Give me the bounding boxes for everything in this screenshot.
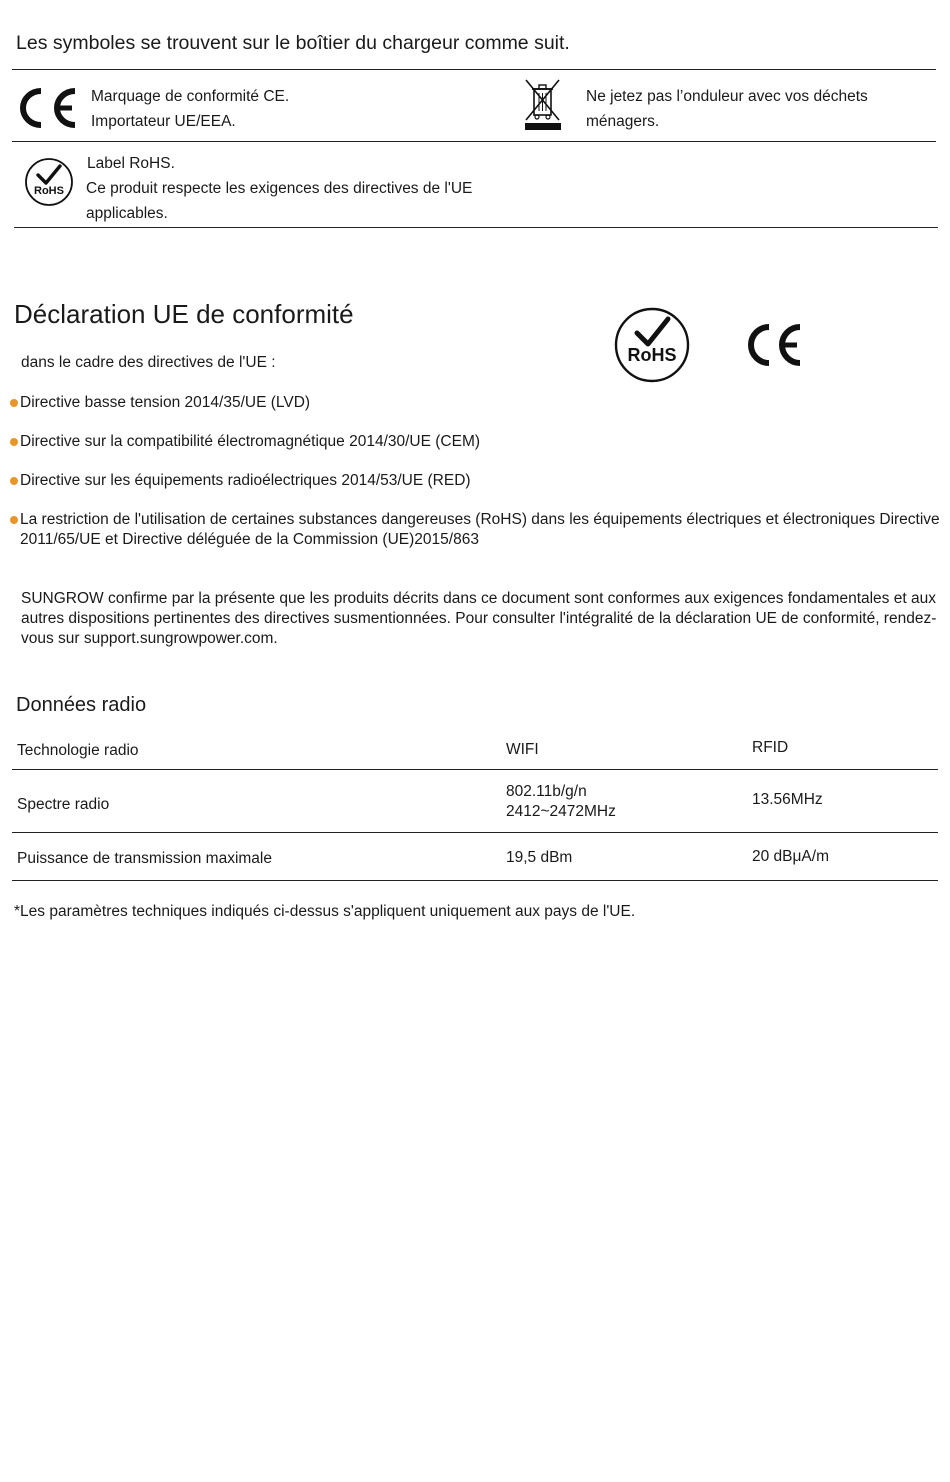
table-rule bbox=[12, 769, 938, 770]
rohs-badge-icon bbox=[24, 157, 74, 207]
footnote: *Les paramètres techniques indiqués ci-dessus s'appliquent uniquement aux pays de l'UE. bbox=[14, 903, 636, 920]
intro-text: Les symboles se trouvent sur le boîtier du chargeur comme suit. bbox=[16, 32, 570, 54]
declaration-subtitle: dans le cadre des directives de l'UE : bbox=[21, 354, 276, 371]
rohs-line-2: Ce produit respecte les exigences des directives de l'UE bbox=[86, 180, 473, 197]
ce-mark-icon bbox=[14, 87, 78, 129]
divider bbox=[14, 227, 938, 228]
bullet-dot bbox=[10, 399, 18, 407]
bullet-dot bbox=[10, 477, 18, 485]
rohs-badge-label: RoHS bbox=[34, 185, 64, 197]
table-rule bbox=[12, 832, 938, 833]
power-label: Puissance de transmission maximale bbox=[17, 850, 272, 867]
spectrum-wifi-standard: 802.11b/g/n bbox=[506, 783, 587, 800]
table-rule bbox=[12, 880, 938, 881]
declaration-title: Déclaration UE de conformité bbox=[14, 299, 354, 329]
ce-line-2: Importateur UE/EEA. bbox=[91, 113, 236, 130]
directive-item: La restriction de l'utilisation de certaines substances dangereuses (RoHS) dans les équipements électriques et électroniques Directive 2011/65/UE et Directive déléguée de la Commission (UE)2015/863 bbox=[20, 511, 940, 548]
ce-description bbox=[91, 84, 289, 134]
divider bbox=[12, 69, 936, 70]
power-rfid: 20 dBμA/m bbox=[752, 848, 829, 865]
rohs-logo-label: RoHS bbox=[627, 345, 677, 365]
ce-line-1: Marquage de conformité CE. bbox=[91, 88, 290, 105]
rohs-line-1: Label RoHS. bbox=[87, 155, 175, 172]
power-wifi: 19,5 dBm bbox=[506, 849, 573, 866]
rohs-line-3: applicables. bbox=[86, 205, 168, 222]
spectrum-wifi-band: 2412~2472MHz bbox=[506, 803, 616, 820]
directive-item: Directive sur la compatibilité électromagnétique 2014/30/UE (CEM) bbox=[20, 433, 481, 450]
radio-section-title: Données radio bbox=[16, 694, 147, 716]
bullet-dot bbox=[10, 516, 18, 524]
rohs-description bbox=[86, 151, 472, 226]
weee-line-2: ménagers. bbox=[586, 113, 660, 130]
crossed-bin-icon bbox=[524, 78, 562, 132]
rohs-logo-icon bbox=[613, 306, 691, 384]
divider bbox=[12, 141, 936, 142]
confirmation-paragraph: SUNGROW confirme par la présente que les produits décrits dans ce document sont conformes aux exigences fondamentales et aux autres dispositions pertinentes des directives susmentionnées. Pour consulter l'intégralité de la déclaration UE de conformité, rendez-vous sur support.sungrowpower.com. bbox=[21, 590, 937, 647]
header-rfid: RFID bbox=[752, 739, 789, 756]
ce-logo-icon bbox=[742, 323, 804, 367]
bullet-dot bbox=[10, 438, 18, 446]
header-wifi: WIFI bbox=[506, 741, 539, 758]
weee-description bbox=[586, 84, 868, 134]
weee-line-1: Ne jetez pas l’onduleur avec vos déchets bbox=[586, 88, 868, 105]
spectrum-rfid: 13.56MHz bbox=[752, 791, 823, 808]
directive-item: Directive basse tension 2014/35/UE (LVD) bbox=[20, 394, 311, 411]
header-technology: Technologie radio bbox=[17, 742, 139, 759]
directive-item: Directive sur les équipements radioélectriques 2014/53/UE (RED) bbox=[20, 472, 471, 489]
spectrum-label: Spectre radio bbox=[17, 796, 110, 813]
